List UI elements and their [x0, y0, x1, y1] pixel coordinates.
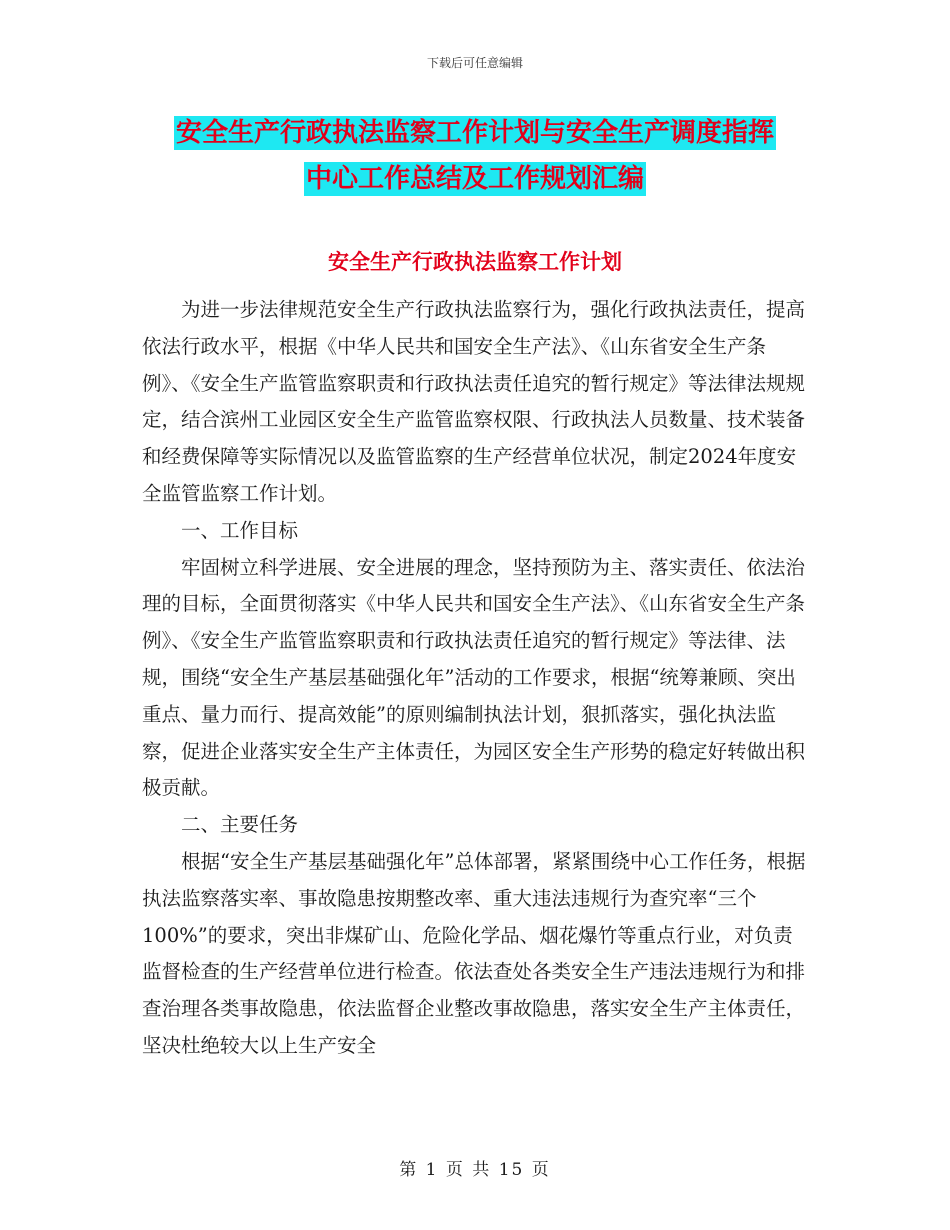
paragraph-main-tasks: 根据“安全生产基层基础强化年”总体部署，紧紧围绕中心工作任务，根据执法监察落实率、事故隐患按期整改率、重大违法违规行为查究率“三个100%”的要求，突出非煤矿山、危险化学品、烟花爆竹等重点行业，对负责监督检查的生产经营单位进行检查。依法查处各类安全生产违法违规行为和排查治理各类事故隐患，依法监督企业整改事故隐患，落实安全生产主体责任，坚决杜绝较大以上生产安全 [142, 849, 806, 1057]
heading-work-goal: 一、工作目标 [181, 518, 299, 542]
header-note: 下载后可任意编辑 [426, 56, 523, 70]
page-footer: 第 1 页 共 15 页 [399, 1160, 551, 1180]
section-title: 安全生产行政执法监察工作计划 [328, 250, 622, 274]
main-title-line-2: 中心工作总结及工作规划汇编 [305, 164, 644, 194]
main-title-line-1: 安全生产行政执法监察工作计划与安全生产调度指挥 [175, 118, 774, 148]
body-text [142, 292, 810, 1065]
heading-main-tasks: 二、主要任务 [181, 813, 299, 837]
paragraph-work-goal: 牢固树立科学进展、安全进展的理念，坚持预防为主、落实责任、依法治理的目标，全面贯彻落实《中华人民共和国安全生产法》、《山东省安全生产条例》、《安全生产监管监察职责和行政执法责任追究的暂行规定》等法律、法规，围绕“安全生产基层基础强化年”活动的工作要求，根据“统筹兼顾、突出重点、量力而行、提高效能”的原则编制执法计划，狠抓落实，强化执法监察，促进企业落实安全生产主体责任，为园区安全生产形势的稳定好转做出积极贡献。 [142, 555, 806, 800]
paragraph-intro: 为进一步法律规范安全生产行政执法监察行为，强化行政执法责任，提高依法行政水平，根据《中华人民共和国安全生产法》、《山东省安全生产条例》、《安全生产监管监察职责和行政执法责任追究的暂行规定》等法律法规规定，结合滨州工业园区安全生产监管监察权限、行政执法人员数量、技术装备和经费保障等实际情况以及监管监察的生产经营单位状况，制定2024年度安全监管监察工作计划。 [142, 298, 806, 505]
main-title [0, 110, 950, 202]
